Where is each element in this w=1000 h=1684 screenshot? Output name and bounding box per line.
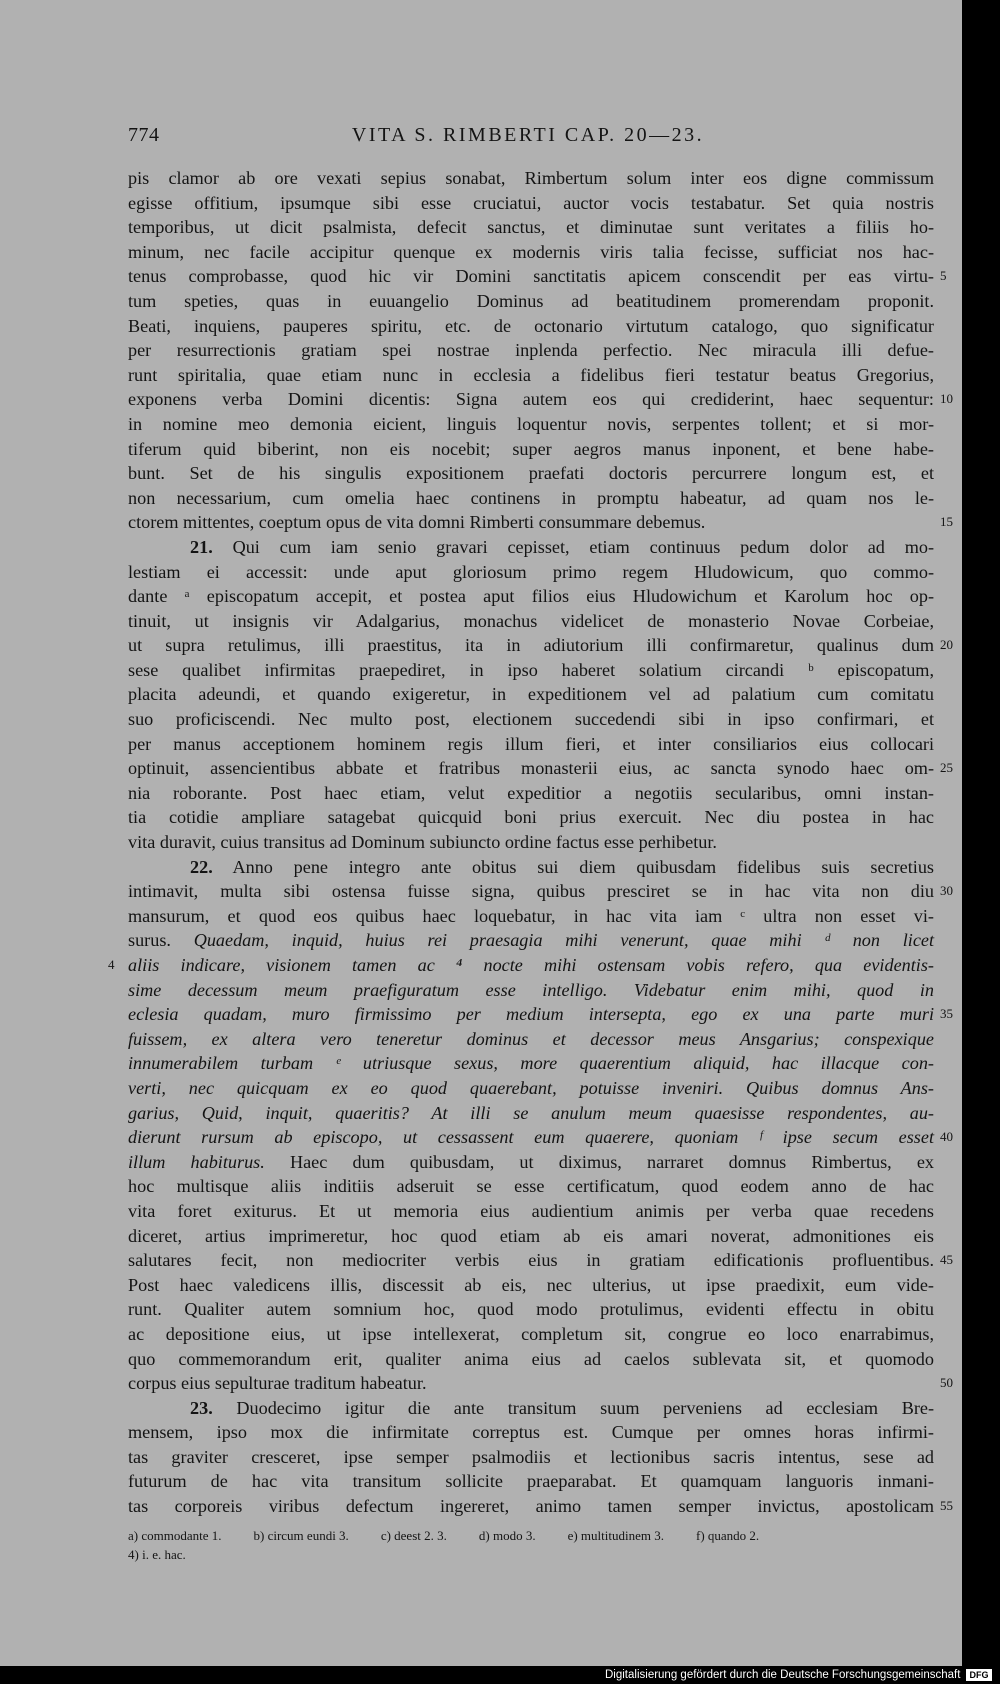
text-line bbox=[128, 535, 934, 560]
line-text: tas graviter cresceret, ipse semper psalmodiis et lectionibus sacris intentus, sese ad bbox=[128, 1446, 934, 1467]
line-text: egisse offitium, ipsumque sibi esse cruciatui, auctor vocis testabatur. Set quia nostris bbox=[128, 192, 934, 213]
line-text-italic: illum habiturus. bbox=[128, 1151, 265, 1172]
page-number: 774 bbox=[128, 124, 160, 146]
line-number: 35 bbox=[940, 1006, 953, 1022]
text-line bbox=[128, 166, 934, 191]
line-text: in nomine meo demonia eicient, linguis loquentur novis, serpentes tollent; et si mor- bbox=[128, 413, 934, 434]
line-number: 15 bbox=[940, 514, 953, 530]
line-text: sese qualibet infirmitas praepediret, in ipso haberet solatium circandi ᵇ episcopatum, bbox=[128, 659, 934, 680]
text-line bbox=[128, 584, 934, 609]
line-text-italic: garius, Quid, inquit, quaeritis? At illi se anulum meum quaesisse respondentes, au- bbox=[128, 1102, 934, 1123]
line-text: tum speties, quas in euuangelio Dominus ad beatitudinem promerendam proponit. bbox=[128, 290, 934, 311]
text-line bbox=[128, 805, 934, 830]
line-text: tinuit, ut insignis vir Adalgarius, monachus videlicet de monasterio Novae Corbeiae, bbox=[128, 610, 934, 631]
text-line bbox=[128, 1494, 953, 1519]
line-text: runt spiritalia, quae etiam nunc in ecclesia a fidelibus fieri testatur beatus Gregorius, bbox=[128, 364, 934, 385]
line-text: tiferum quid biberint, non eis nocebit; super aegros manus inponent, et bene habe- bbox=[128, 438, 934, 459]
line-text: per resurrectionis gratiam spei nostrae inplenda perfectio. Nec miracula illi defue- bbox=[128, 340, 934, 361]
text-line bbox=[128, 1420, 934, 1445]
line-text: per manus acceptionem hominem regis illum fieri, et inter consiliarios eius collocari bbox=[128, 733, 934, 754]
dfg-logo: DFG bbox=[966, 1669, 992, 1681]
text-line bbox=[128, 289, 934, 314]
text-line bbox=[128, 1199, 934, 1224]
text-line bbox=[128, 1076, 934, 1101]
text-line bbox=[128, 1396, 934, 1421]
chapter-number: 21. bbox=[190, 536, 213, 557]
line-text: runt. Qualiter autem somnium hoc, quod modo protulimus, evidenti effectu in obitu bbox=[128, 1299, 934, 1320]
text-line bbox=[128, 1027, 934, 1052]
text-line bbox=[128, 633, 953, 658]
text-line bbox=[128, 437, 934, 462]
line-text: vita foret exiturus. Et ut memoria eius audientium animis per verba quae recedens bbox=[128, 1200, 934, 1221]
line-text: quo commemorandum erit, qualiter anima eius ad caelos sublevata sit, et quomodo bbox=[128, 1348, 934, 1369]
text-line bbox=[128, 560, 934, 585]
digitization-credit: Digitalisierung gefördert durch die Deutsche Forschungsgemeinschaft bbox=[605, 1669, 961, 1681]
line-text: futurum de hac vita transitum sollicite praeparabat. Et quamquam languoris inmani- bbox=[128, 1471, 934, 1492]
line-text: diceret, artius imprimeretur, hoc quod etiam ab eis amari noverat, admonitiones eis bbox=[128, 1225, 934, 1246]
line-text-italic: innumerabilem turbam ᵉ utriusque sexus, more quaerentium aliquid, hac illacque con- bbox=[128, 1053, 934, 1074]
line-text: Haec dum quibusdam, ut diximus, narraret domnus Rimbertus, ex bbox=[289, 1151, 935, 1172]
footnote: 4) i. e. hac. bbox=[128, 1547, 186, 1562]
line-text: minum, nec facile accipitur quenque ex modernis viris talia fecisse, sufficiat nos hac- bbox=[128, 241, 934, 262]
text-line bbox=[128, 658, 934, 683]
line-number: 40 bbox=[940, 1129, 953, 1145]
footnote: f) quando 2. bbox=[695, 1528, 760, 1543]
line-text-italic: dierunt rursum ab episcopo, ut cessassent eum quaerere, quoniam ᶠ ipse secum esset bbox=[128, 1127, 934, 1148]
line-text: pis clamor ab ore vexati sepius sonabat, Rimbertum solum inter eos digne commissum bbox=[128, 168, 934, 188]
line-number: 50 bbox=[940, 1375, 953, 1391]
line-text-italic: eclesia quadam, muro firmissimo per medium intersepta, ego ex una parte muri bbox=[128, 1004, 934, 1025]
line-text: corpus eius sepulturae traditum habeatur. bbox=[128, 1373, 427, 1394]
text-line bbox=[128, 1051, 934, 1076]
line-number: 20 bbox=[940, 637, 953, 653]
line-text: Anno pene integro ante obitus sui diem quibusdam fidelibus suis secretius bbox=[232, 856, 934, 877]
line-text: ctorem mittentes, coeptum opus de vita domni Rimberti consummare debemus. bbox=[128, 512, 706, 533]
text-line bbox=[128, 264, 947, 289]
line-number: 5 bbox=[940, 268, 947, 284]
line-text: tenus comprobasse, quod hic vir Domini sanctitatis apicem conscendit per eas virtu- bbox=[128, 266, 934, 287]
line-text: mansurum, et quod eos quibus haec loquebatur, in hac vita iam ᶜ ultra non esset vi- bbox=[128, 905, 934, 926]
line-text: tia cotidie ampliare satagebat quicquid boni prius exercuit. Nec diu postea in hac bbox=[128, 807, 934, 828]
text-line bbox=[128, 1322, 934, 1347]
text-line bbox=[128, 928, 934, 953]
footnote-row bbox=[128, 1526, 928, 1545]
text-line bbox=[128, 215, 934, 240]
line-text: lestiam ei accessit: unde aput gloriosum primo regem Hludowicum, quo commo- bbox=[128, 561, 934, 582]
text-line bbox=[128, 732, 934, 757]
line-text: optinuit, assencientibus abbate et fratribus monasterii eius, ac sancta synodo haec om- bbox=[128, 758, 934, 779]
line-text-italic: aliis indicare, visionem tamen ac ⁴ nocte mihi ostensam vobis refero, qua evidentis- bbox=[128, 955, 934, 975]
text-line bbox=[128, 1224, 934, 1249]
text-line bbox=[128, 1273, 934, 1298]
text-line bbox=[128, 1248, 953, 1273]
footnote: b) circum eundi 3. bbox=[253, 1528, 349, 1543]
line-text: exponens verba Domini dicentis: Signa autem eos qui crediderint, haec sequentur: bbox=[128, 389, 934, 410]
line-text-italic: Quaedam, inquid, huius rei praesagia mihi venerunt, quae mihi ᵈ non licet bbox=[193, 930, 935, 951]
main-text-block bbox=[108, 166, 953, 1519]
text-line bbox=[128, 1125, 953, 1150]
text-line bbox=[128, 1002, 953, 1027]
margin-note-number: 4 bbox=[108, 957, 115, 972]
line-text: hoc multisque aliis inditiis adseruit se esse certificatum, quod eodem anno de hac bbox=[128, 1176, 934, 1197]
line-text: surus. bbox=[128, 930, 171, 951]
text-line bbox=[128, 781, 934, 806]
text-line bbox=[128, 1347, 934, 1372]
text-line bbox=[128, 314, 934, 339]
text-line bbox=[128, 191, 934, 216]
line-text: nia roborante. Post haec etiam, velut expeditior a negotiis secularibus, omni instan- bbox=[128, 782, 934, 803]
line-text: Qui cum iam senio gravari cepisset, etiam continuus pedum dolor ad mo- bbox=[232, 536, 934, 557]
line-text: dante ᵃ episcopatum accepit, et postea aput filios eius Hludowichum et Karolum hoc op- bbox=[128, 586, 934, 607]
text-line bbox=[128, 978, 934, 1003]
running-title: VITA S. RIMBERTI CAP. 20—23. bbox=[351, 124, 705, 146]
footnote: e) multitudinem 3. bbox=[567, 1528, 664, 1543]
chapter-number: 22. bbox=[190, 856, 213, 877]
chapter-number: 23. bbox=[190, 1397, 213, 1418]
line-text-italic: verti, nec quicquam ex eo quod quaerebant, potuisse inveniri. Quibus domnus Ans- bbox=[128, 1077, 934, 1098]
line-text: non necessarium, cum omelia haec continens in promptu habeatur, ad quam nos le- bbox=[128, 487, 934, 508]
text-line bbox=[128, 1469, 934, 1494]
line-text-italic: sime decessum meum praefiguratum esse intelligo. Videbatur enim mihi, quod in bbox=[128, 979, 934, 1000]
text-line bbox=[128, 609, 934, 634]
text-line bbox=[128, 682, 934, 707]
text-line bbox=[128, 338, 934, 363]
footnote-row bbox=[128, 1545, 928, 1564]
text-line bbox=[128, 879, 953, 904]
line-text: suo proficiscendi. Nec multo post, electionem succedendi sibi in ipso confirmari, et bbox=[128, 709, 934, 730]
footnote: a) commodante 1. bbox=[128, 1528, 222, 1543]
footnote: c) deest 2. 3. bbox=[380, 1528, 447, 1543]
text-line bbox=[128, 1371, 953, 1396]
line-number: 30 bbox=[940, 883, 953, 899]
line-text: intimavit, multa sibi ostensa fuisse signa, quibus presciret se in hac vita non diu bbox=[128, 881, 934, 902]
text-line bbox=[128, 461, 934, 486]
line-number: 55 bbox=[940, 1498, 953, 1514]
text-line bbox=[128, 486, 934, 511]
text-line bbox=[128, 1101, 934, 1126]
line-text: bunt. Set de his singulis expositionem praefati doctoris percurrere longum est, et bbox=[128, 463, 934, 484]
running-header bbox=[128, 124, 928, 152]
text-line bbox=[128, 363, 934, 388]
footnotes bbox=[128, 1526, 928, 1564]
line-text: mensem, ipso mox die infirmitate correptus est. Cumque per omnes horas infirmi- bbox=[128, 1422, 934, 1443]
text-line bbox=[128, 707, 934, 732]
line-text: ut supra retulimus, illi praestitus, ita in adiutorium illi confirmaretur, qualinus dum bbox=[128, 635, 934, 656]
line-text-italic: fuissem, ex altera vero teneretur dominus et decessor meus Ansgarius; conspexique bbox=[128, 1028, 934, 1049]
text-line bbox=[128, 387, 953, 412]
text-line bbox=[128, 510, 953, 535]
line-text: temporibus, ut dicit psalmista, defecit sanctus, et diminutae sunt veritates a filiis ho- bbox=[128, 217, 934, 238]
line-text: Beati, inquiens, pauperes spiritu, etc. de octonario virtutum catalogo, quo significatur bbox=[128, 315, 934, 336]
line-text: vita duravit, cuius transitus ad Dominum subiuncto ordine factus esse perhibetur. bbox=[128, 832, 717, 853]
text-line bbox=[128, 240, 934, 265]
text-line bbox=[128, 830, 934, 855]
line-text: Post haec valedicens illis, discessit ab eis, nec ulterius, ut ipse praedixit, eum vide- bbox=[128, 1274, 934, 1295]
text-line bbox=[128, 855, 934, 880]
line-text: salutares fecit, non mediocriter verbis eius in gratiam edificationis profluentibus. bbox=[128, 1250, 934, 1271]
footnote: d) modo 3. bbox=[478, 1528, 536, 1543]
line-text: tas corporeis viribus defectum ingereret, animo tamen semper invictus, apostolicam bbox=[128, 1496, 934, 1517]
text-line bbox=[108, 953, 934, 978]
text-line bbox=[128, 1297, 934, 1322]
line-number: 10 bbox=[940, 391, 953, 407]
line-text: placita adeundi, et quando exigeretur, in expeditionem vel ad palatium cum comitatu bbox=[128, 684, 934, 705]
text-line bbox=[128, 1174, 934, 1199]
text-line bbox=[128, 1445, 934, 1470]
line-text: Duodecimo igitur die ante transitum suum perveniens ad ecclesiam Bre- bbox=[236, 1397, 935, 1418]
line-text: ac depositione eius, ut ipse intellexerat, completum sit, congrue eo loco enarrabimus, bbox=[128, 1323, 934, 1344]
text-line bbox=[128, 756, 953, 781]
text-line bbox=[128, 412, 934, 437]
text-line bbox=[128, 1150, 934, 1175]
line-number: 45 bbox=[940, 1252, 953, 1268]
line-number: 25 bbox=[940, 760, 953, 776]
text-line bbox=[128, 904, 934, 929]
